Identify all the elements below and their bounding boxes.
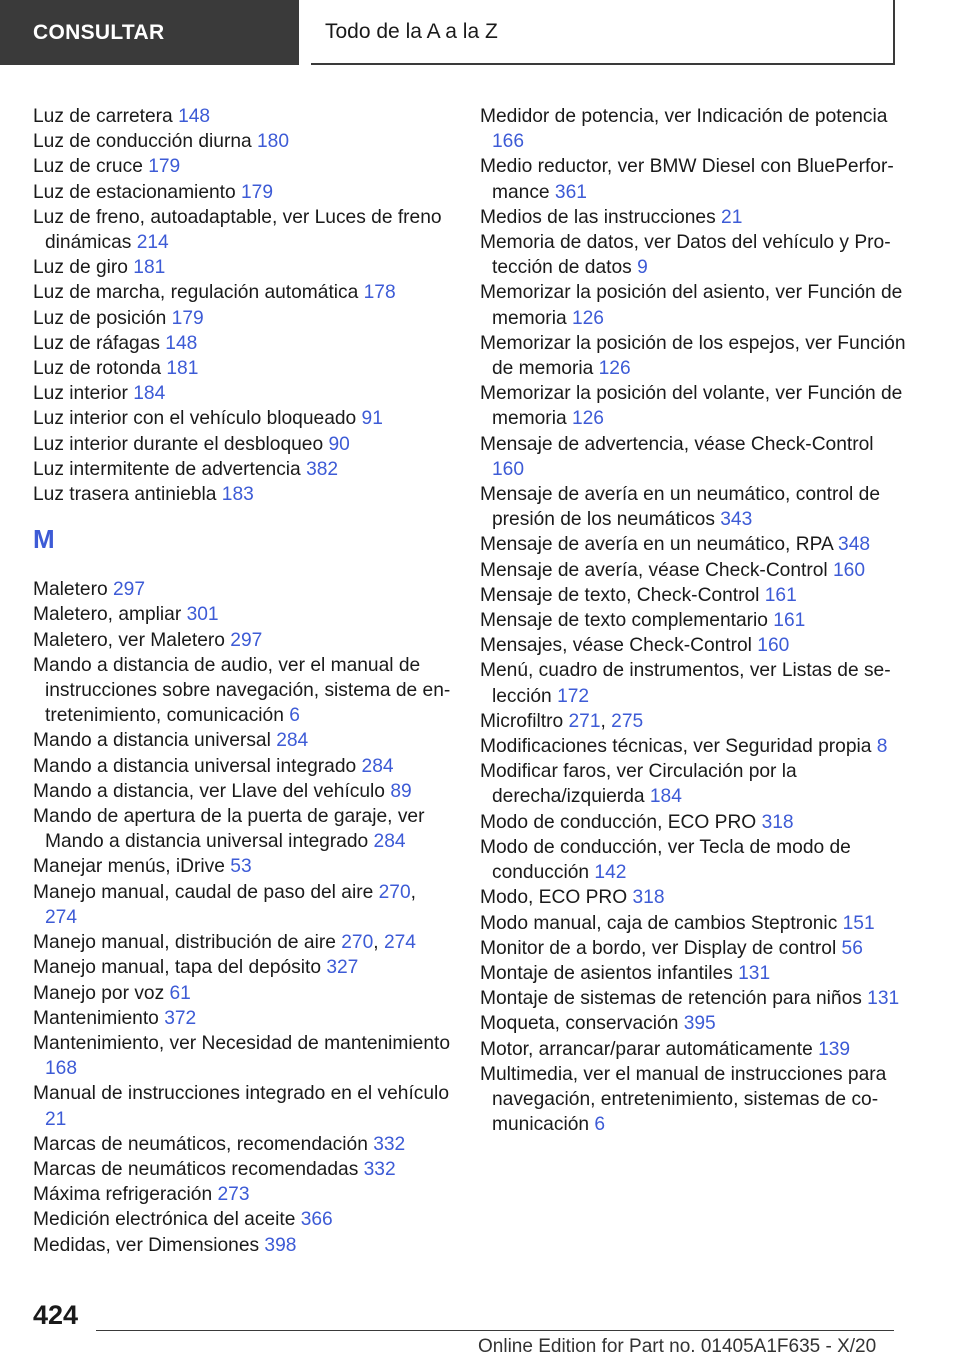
page-reference-link[interactable]: 126 — [571, 408, 604, 430]
index-entry-text: Modo de conducción, ECO PRO — [480, 811, 762, 833]
page-reference-link[interactable]: 89 — [390, 780, 412, 802]
index-entry-text: Multimedia, ver el manual de instrucciones para navegación, entretenimiento, sistemas de comunicación — [480, 1063, 887, 1136]
index-entry — [33, 1157, 453, 1182]
section-tab: CONSULTAR — [0, 0, 299, 65]
index-entry — [33, 482, 453, 507]
index-entry-text: Luz de rotonda — [33, 358, 167, 380]
index-entry — [480, 633, 910, 658]
index-column-right — [480, 104, 910, 1137]
index-entry-text: Modificaciones técnicas, ver Seguridad propia — [480, 736, 877, 758]
index-entry — [33, 432, 453, 457]
page-reference-link[interactable]: 168 — [45, 1058, 78, 1080]
index-entry — [33, 779, 453, 804]
index-letter-heading: M — [33, 524, 55, 555]
page-number: 424 — [33, 1300, 79, 1330]
index-entry — [33, 280, 453, 305]
index-entry-text: Maletero, ver Maletero — [33, 629, 231, 651]
page-reference-link[interactable]: 161 — [764, 584, 797, 606]
index-entry — [480, 381, 910, 431]
page-reference-link[interactable]: 160 — [492, 458, 525, 480]
index-entry — [480, 734, 910, 759]
index-entry-text: Memoria de datos, ver Datos del vehículo y Protección de datos — [480, 232, 891, 279]
page-reference-link[interactable]: 160 — [757, 635, 790, 657]
index-entry — [33, 205, 453, 255]
index-entry-text: Mensaje de advertencia, véase Check-Control — [480, 433, 874, 455]
index-entry — [33, 955, 453, 980]
index-entry-text: Menú, cuadro de instrumentos, ver Listas de selección — [480, 660, 891, 707]
page-reference-link[interactable]: 172 — [557, 685, 590, 707]
index-entry-text: Maletero, ampliar — [33, 604, 187, 626]
index-entry: Manejo manual, distribución de aire 270, 274 — [33, 932, 416, 954]
page-reference-link[interactable]: 366 — [300, 1209, 333, 1231]
index-entry — [33, 602, 453, 627]
index-entry-text: Medios de las instrucciones — [480, 206, 722, 228]
index-entry-text: Modo manual, caja de cambios Steptronic — [480, 912, 843, 934]
index-entry — [33, 306, 453, 331]
page-reference-link[interactable]: 183 — [221, 484, 254, 506]
index-entry — [33, 804, 453, 854]
page-reference-link[interactable]: 160 — [833, 559, 866, 581]
page-reference-link[interactable]: 9 — [637, 257, 648, 279]
index-entry — [480, 961, 910, 986]
page-reference-link[interactable]: 327 — [326, 957, 359, 979]
index-entry — [33, 255, 453, 280]
page-reference-link[interactable]: 8 — [876, 736, 888, 758]
page-reference-link[interactable]: 181 — [133, 257, 166, 279]
index-entry-text: Luz de giro — [33, 257, 134, 279]
page-reference-link[interactable]: 270 — [378, 881, 411, 903]
index-entry — [33, 104, 453, 129]
page-reference-link[interactable]: 179 — [148, 156, 181, 178]
index-entry — [480, 583, 910, 608]
index-entry — [480, 154, 910, 204]
page-reference-link[interactable]: 148 — [165, 332, 198, 354]
index-entry-text: Medidor de potencia, ver Indicación de potencia — [480, 106, 888, 127]
page-reference-link[interactable]: 126 — [571, 307, 604, 329]
index-entry — [33, 457, 453, 482]
page-reference-link[interactable]: 332 — [363, 1158, 396, 1180]
page-reference-link[interactable]: 271 — [568, 710, 601, 732]
index-entry-text: Luz de carretera — [33, 106, 179, 127]
page-reference-link[interactable]: 297 — [112, 579, 145, 601]
index-entry-text: Modo de conducción, ver Tecla de modo de conducción — [480, 836, 851, 884]
index-entry — [480, 810, 910, 835]
index-entry-text: Manejo por voz — [33, 982, 170, 1004]
index-entry-text: Mando a distancia, ver Llave del vehículo — [33, 780, 391, 802]
index-entry-text: Modo, ECO PRO — [480, 887, 633, 909]
index-entry-text: Luz interior con el vehículo bloqueado — [33, 408, 362, 430]
index-entry — [480, 1011, 910, 1036]
index-entry: Microfiltro 271, 275 — [480, 710, 644, 732]
index-entry-text: Luz de marcha, regulación automática — [33, 282, 364, 304]
index-entry — [480, 532, 910, 557]
index-entry-text: Luz de cruce — [33, 156, 149, 178]
index-entry-text: Medición electrónica del aceite — [33, 1209, 301, 1231]
index-entry-text: Manejo manual, distribución de aire — [33, 932, 342, 954]
index-entry — [33, 754, 453, 779]
index-entry — [33, 628, 453, 653]
index-entry — [33, 981, 453, 1006]
page-reference-link[interactable]: 179 — [171, 307, 204, 329]
index-entry-text: Manejo manual, tapa del depósito — [33, 957, 327, 979]
index-entry — [480, 986, 910, 1011]
index-entry — [480, 331, 910, 381]
page-reference-link[interactable]: 184 — [133, 383, 166, 405]
page-reference-link[interactable]: 214 — [136, 232, 169, 254]
index-entry-text: Moqueta, conservación — [480, 1013, 684, 1035]
index-entry-text: Memorizar la posición de los espejos, ver Función de memoria — [480, 332, 906, 380]
page-reference-link[interactable]: 284 — [361, 755, 394, 777]
index-entry — [480, 432, 910, 482]
footer-edition-note: Online Edition for Part no. 01405A1F635 - X/20 — [478, 1336, 877, 1357]
page-reference-link[interactable]: 91 — [361, 408, 383, 430]
index-entry-text: Mensaje de avería, véase Check-Control — [480, 559, 834, 581]
index-entry-text: Mantenimiento, ver Necesidad de mantenimiento — [33, 1032, 451, 1054]
index-entry-text: Luz interior — [33, 383, 134, 405]
page-reference-link[interactable]: 395 — [683, 1013, 716, 1035]
index-entry-text: Luz de ráfagas — [33, 332, 166, 354]
index-entry-text: Monitor de a bordo, ver Display de control — [480, 937, 842, 959]
page-reference-link[interactable]: 318 — [632, 887, 665, 909]
index-entry — [33, 1006, 453, 1031]
page-header-title: Todo de la A a la Z — [311, 0, 895, 65]
page-reference-link[interactable]: 180 — [257, 131, 290, 153]
index-column-left — [33, 104, 453, 1258]
page-reference-link[interactable]: 131 — [867, 988, 900, 1010]
index-entry — [480, 885, 910, 910]
page-reference-link[interactable]: 301 — [186, 604, 219, 626]
page-reference-link[interactable]: 178 — [363, 282, 396, 304]
page-reference-link[interactable]: 372 — [164, 1007, 197, 1029]
index-entry — [33, 356, 453, 381]
index-entry — [480, 205, 910, 230]
index-entry — [480, 759, 910, 809]
index-entry-text: Máxima refrigeración — [33, 1184, 218, 1206]
page-reference-link[interactable]: 318 — [761, 811, 794, 833]
index-entry-text: Luz interior durante el desbloqueo — [33, 433, 329, 455]
index-entry-text: Montaje de asientos infantiles — [480, 962, 739, 984]
index-entry-text: Luz de posición — [33, 307, 172, 329]
index-entry — [480, 1062, 910, 1138]
page-reference-link[interactable]: 273 — [217, 1184, 250, 1206]
index-entry-text: Mensajes, véase Check-Control — [480, 635, 758, 657]
index-entry — [33, 854, 453, 879]
index-entry-text: Memorizar la posición del asiento, ver Función de memoria — [480, 282, 903, 329]
index-entry — [480, 835, 910, 885]
index-entry — [33, 406, 453, 431]
page-reference-link[interactable]: 161 — [773, 610, 806, 632]
index-entry — [33, 381, 453, 406]
index-entry-text: Mensaje de avería en un neumático, control de presión de los neumáticos — [480, 484, 880, 531]
index-entry-text: Mando a distancia universal — [33, 730, 277, 752]
page-reference-link[interactable]: 142 — [594, 862, 627, 884]
index-entry — [33, 728, 453, 753]
page-reference-link[interactable]: 274 — [383, 932, 416, 954]
page-reference-link[interactable]: 274 — [45, 906, 78, 928]
index-entry-text: Memorizar la posición del volante, ver Función de memoria — [480, 383, 903, 430]
index-entry — [33, 1081, 453, 1131]
page-reference-link[interactable]: 284 — [276, 730, 309, 752]
page-reference-link[interactable]: 332 — [373, 1133, 406, 1155]
index-entry-text: Mensaje de texto complementario — [480, 610, 774, 632]
index-entry-text: Mensaje de avería en un neumático, RPA — [480, 534, 839, 556]
page-reference-link[interactable]: 398 — [264, 1234, 297, 1256]
page-reference-link[interactable]: 53 — [230, 856, 252, 878]
index-entry — [33, 1233, 453, 1258]
index-entry — [480, 280, 910, 330]
page-reference-link[interactable]: 270 — [341, 932, 374, 954]
page-reference-link[interactable]: 166 — [492, 131, 525, 153]
index-entry-text: Medidas, ver Dimensiones — [33, 1234, 265, 1256]
index-entry-text: Mando a distancia de audio, ver el manual de instrucciones sobre navegación, sistema de entretenimiento, comunicación — [33, 654, 451, 727]
index-entry-text: Luz intermitente de advertencia — [33, 458, 307, 480]
page-reference-link[interactable]: 148 — [178, 106, 211, 127]
page-reference-link[interactable]: 90 — [328, 433, 350, 455]
index-entry — [480, 558, 910, 583]
index-entry-text: Montaje de sistemas de retención para niños — [480, 988, 868, 1010]
index-entry — [33, 331, 453, 356]
index-entry-text: Marcas de neumáticos recomendadas — [33, 1158, 364, 1180]
index-entry — [33, 180, 453, 205]
footer-divider — [96, 1330, 894, 1331]
index-entry — [480, 936, 910, 961]
page-reference-link[interactable]: 131 — [738, 962, 771, 984]
page-reference-link[interactable]: 184 — [649, 786, 682, 808]
page-reference-link[interactable]: 297 — [230, 629, 263, 651]
page-reference-link[interactable]: 139 — [818, 1038, 851, 1060]
index-entry — [33, 1031, 453, 1081]
page-reference-link[interactable]: 151 — [842, 912, 875, 934]
page-reference-link[interactable]: 6 — [594, 1114, 606, 1136]
index-entry-text: Manejo manual, caudal de paso del aire — [33, 881, 379, 903]
page-reference-link[interactable]: 348 — [838, 534, 871, 556]
index-entry-text: Modificar faros, ver Circulación por la derecha/izquierda — [480, 761, 797, 808]
index-entry-text: Luz de freno, autoadaptable, ver Luces de freno dinámicas — [33, 206, 442, 254]
index-entry — [480, 230, 910, 280]
page-reference-link[interactable]: 61 — [169, 982, 191, 1004]
page-reference-link[interactable]: 21 — [721, 206, 743, 228]
index-entry — [33, 1207, 453, 1232]
index-entry — [480, 608, 910, 633]
index-entry-text: Luz trasera antiniebla — [33, 484, 222, 506]
index-entry — [33, 1132, 453, 1157]
index-entry — [33, 577, 453, 602]
index-entry-text: Maletero — [33, 579, 113, 601]
index-entry-text: Medio reductor, ver BMW Diesel con BluePerformance — [480, 156, 894, 203]
index-entry — [480, 104, 910, 154]
index-entry — [33, 1182, 453, 1207]
index-entry-text: Mantenimiento — [33, 1007, 165, 1029]
page-reference-link[interactable]: 181 — [166, 358, 199, 380]
index-entry-text: Mando a distancia universal integrado — [33, 755, 362, 777]
index-entry-text: Luz de estacionamiento — [33, 181, 241, 203]
index-entry-text: Mando de apertura de la puerta de garaje, ver Mando a distancia universal integrado — [33, 806, 425, 853]
page-reference-link[interactable]: 179 — [241, 181, 274, 203]
page-reference-link[interactable]: 6 — [289, 705, 300, 727]
index-entry — [33, 653, 453, 729]
index-entry — [480, 1037, 910, 1062]
index-entry — [33, 129, 453, 154]
page-reference-link[interactable]: 361 — [554, 181, 587, 203]
page-reference-link[interactable]: 284 — [373, 831, 406, 853]
index-entry-text: Marcas de neumáticos, recomendación — [33, 1133, 374, 1155]
page-reference-link[interactable]: 21 — [45, 1108, 67, 1130]
index-entry — [33, 154, 453, 179]
page-reference-link[interactable]: 275 — [611, 710, 644, 732]
index-entry-text: Luz de conducción diurna — [33, 131, 258, 153]
index-entry — [480, 658, 910, 708]
index-entry — [480, 911, 910, 936]
page-reference-link[interactable]: 343 — [720, 509, 753, 531]
page-reference-link[interactable]: 382 — [306, 458, 339, 480]
page-reference-link[interactable]: 56 — [841, 937, 863, 959]
page-reference-link[interactable]: 126 — [598, 358, 631, 380]
index-entry-text: Microfiltro — [480, 710, 569, 732]
index-entry — [480, 482, 910, 532]
index-entry-text: Motor, arrancar/parar automáticamente — [480, 1038, 819, 1060]
index-entry-text: Mensaje de texto, Check-Control — [480, 584, 765, 606]
index-entry: Manejo manual, caudal de paso del aire 270, 274 — [33, 881, 416, 928]
index-entry-text: Manejar menús, iDrive — [33, 856, 231, 878]
index-entry-text: Manual de instrucciones integrado en el vehículo — [33, 1083, 449, 1105]
